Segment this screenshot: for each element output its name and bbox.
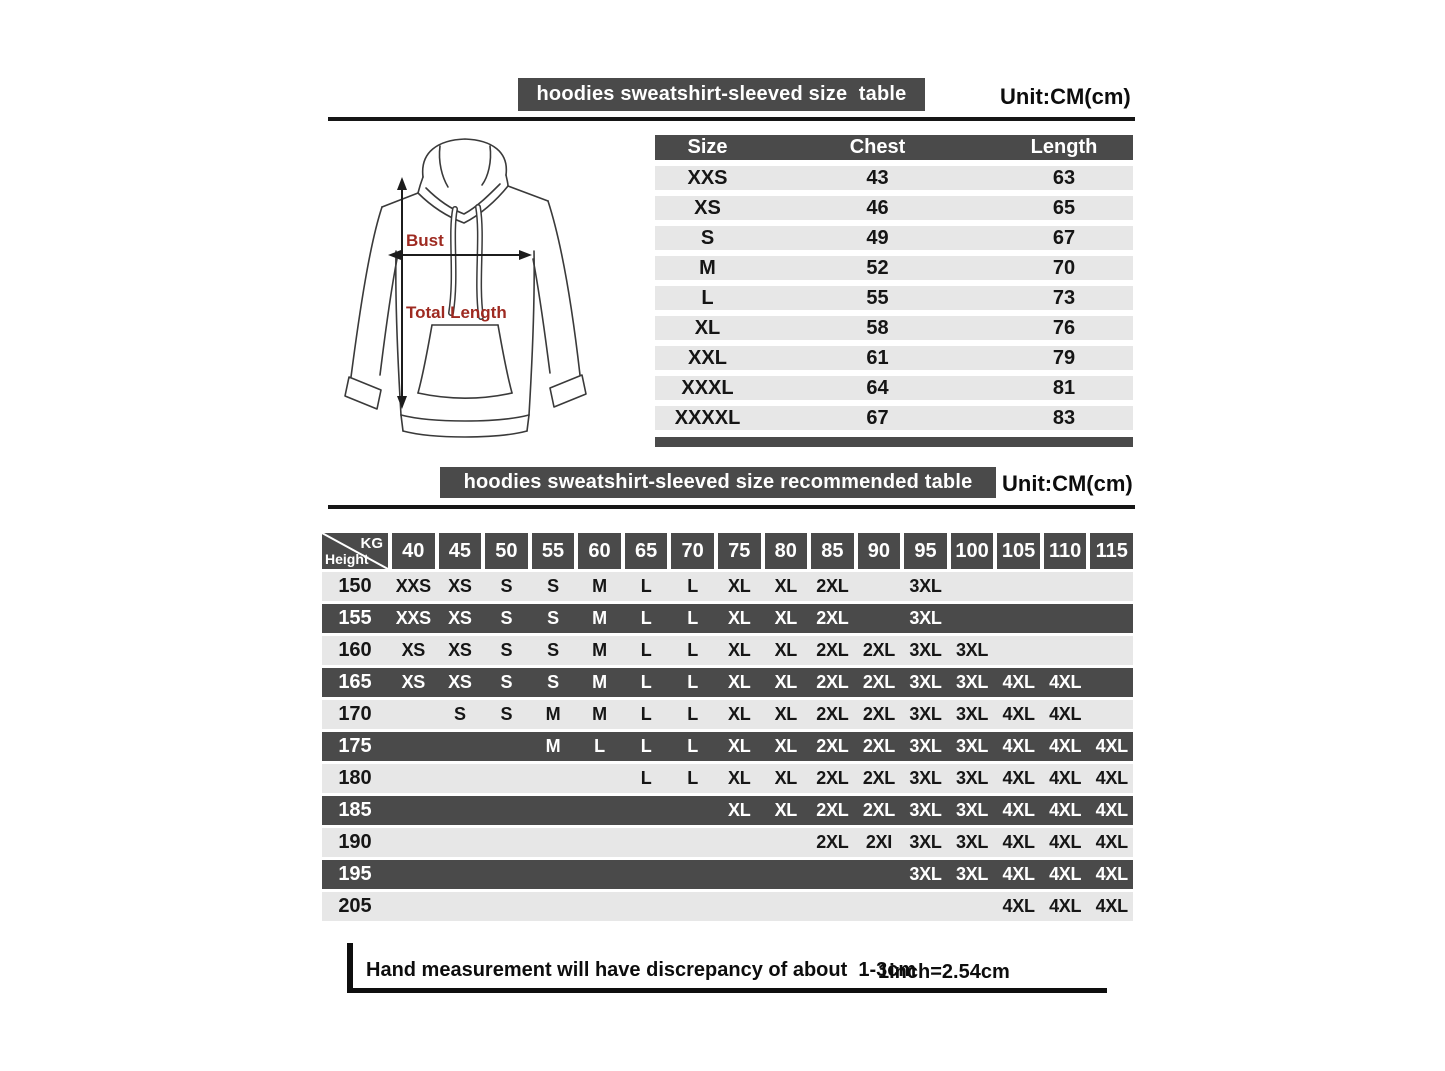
weight-header-cell: 80 — [765, 533, 808, 569]
size-recommendation-cell: 4XL — [1049, 768, 1082, 788]
size-recommendation-cell: 3XL — [955, 864, 989, 884]
height-cell: 160 — [338, 639, 372, 661]
size-recommendation-cell — [532, 796, 575, 825]
size-recommendation-cell: 2XL — [862, 736, 895, 756]
size-recommendation-cell — [1044, 604, 1087, 633]
size-recommendation-cell — [904, 892, 947, 921]
matrix-row — [322, 732, 1133, 761]
size-recommendation-cell: 3XL — [909, 608, 942, 628]
size-cell: XXXXL — [674, 407, 741, 429]
size-recommendation-cell: 4XL — [1095, 832, 1128, 852]
chest-column-header: Chest — [849, 136, 906, 158]
size-recommendation-cell: M — [592, 672, 607, 692]
weight-header-cell: 75 — [718, 533, 761, 569]
height-cell: 150 — [338, 575, 372, 597]
matrix-row — [322, 796, 1133, 825]
size-recommendation-cell — [439, 828, 482, 857]
size-recommendation-cell — [858, 892, 901, 921]
size-recommendation-cell: XS — [448, 672, 472, 692]
size-recommendation-cell: 2XL — [862, 768, 895, 788]
size-recommendation-cell: S — [453, 704, 466, 724]
size-table-row — [655, 166, 1133, 190]
recommended-table-title-bar — [440, 467, 996, 498]
size-recommendation-cell: L — [687, 608, 698, 628]
size-recommendation-cell: XL — [728, 800, 751, 820]
size-recommendation-cell — [1090, 668, 1133, 697]
size-recommendation-cell: S — [500, 640, 513, 660]
size-recommendation-cell — [765, 828, 808, 857]
size-recommendation-cell — [1090, 636, 1133, 665]
size-recommendation-cell — [485, 732, 528, 761]
chest-cell: 55 — [866, 287, 889, 309]
size-recommendation-cell: M — [592, 704, 607, 724]
weight-header-cell: 95 — [904, 533, 947, 569]
size-recommendation-cell: 4XL — [1049, 864, 1082, 884]
length-cell: 65 — [1052, 197, 1076, 219]
size-recommendation-cell: XL — [728, 672, 751, 692]
size-recommendation-cell: M — [592, 608, 607, 628]
size-cell: S — [700, 227, 715, 249]
size-recommendation-cell: 2XL — [862, 704, 895, 724]
size-recommendation-cell: 4XL — [1049, 800, 1082, 820]
matrix-row — [322, 668, 1133, 697]
size-recommendation-cell — [1090, 572, 1133, 601]
measurement-note: Hand measurement will have discrepancy of about 1-3cm — [366, 959, 917, 981]
size-recommendation-cell: 3XL — [909, 672, 942, 692]
size-recommendation-cell: S — [547, 576, 559, 596]
size-recommendation-cell: 3XL — [909, 800, 942, 820]
size-recommendation-cell: S — [500, 704, 513, 724]
size-recommendation-cell: XL — [728, 640, 751, 660]
size-recommendation-cell: 3XL — [955, 704, 989, 724]
length-cell: 63 — [1052, 167, 1076, 189]
matrix-row — [322, 828, 1133, 857]
size-recommendation-cell — [532, 860, 575, 889]
size-recommendation-cell — [671, 796, 714, 825]
size-recommendation-cell: XL — [728, 576, 751, 596]
size-recommendation-cell: L — [640, 704, 652, 724]
total-length-label: Total Length — [406, 303, 507, 322]
weight-header-cell: 40 — [392, 533, 435, 569]
size-recommendation-cell: 2XL — [816, 832, 849, 852]
chest-cell: 49 — [866, 227, 889, 249]
size-recommendation-cell: S — [500, 672, 513, 692]
chest-cell: 52 — [866, 257, 889, 279]
size-recommendation-cell: 3XL — [955, 800, 989, 820]
size-recommendation-cell — [532, 892, 575, 921]
size-recommendation-cell: 4XL — [1002, 896, 1035, 916]
size-recommendation-cell: 4XL — [1095, 768, 1128, 788]
size-recommendation-cell: M — [592, 576, 607, 596]
chest-cell: 58 — [866, 317, 889, 339]
size-recommendation-cell: S — [500, 608, 513, 628]
height-cell: 175 — [338, 735, 372, 757]
divider-line-middle — [328, 505, 1135, 509]
inch-conversion-note: 1inch=2.54cm — [878, 961, 1010, 983]
size-recommendation-cell — [578, 764, 621, 793]
size-recommendation-cell: 3XL — [955, 768, 989, 788]
size-recommendation-cell: 2XL — [816, 800, 849, 820]
size-recommendation-cell — [392, 700, 435, 729]
size-recommendation-cell: 2XL — [862, 672, 895, 692]
weight-header-cell: 70 — [671, 533, 714, 569]
size-recommendation-cell — [811, 860, 854, 889]
height-cell: 190 — [338, 831, 372, 853]
size-cell: L — [701, 287, 714, 309]
size-recommendation-cell — [997, 572, 1040, 601]
length-cell: 70 — [1052, 257, 1076, 279]
size-table-row — [655, 376, 1133, 400]
size-table-title: hoodies sweatshirt-sleeved size table — [536, 83, 907, 105]
size-recommendation-cell: XL — [774, 736, 797, 756]
size-recommendation-cell: L — [687, 704, 698, 724]
height-cell: 185 — [338, 799, 372, 821]
size-recommendation-cell: 4XL — [1002, 736, 1035, 756]
recommended-table-unit-label: Unit:CM(cm) — [1002, 471, 1133, 496]
size-recommendation-cell: 4XL — [1002, 832, 1035, 852]
size-recommendation-cell: 4XL — [1002, 704, 1035, 724]
size-recommendation-cell — [485, 892, 528, 921]
size-recommendation-cell — [439, 796, 482, 825]
chest-cell: 64 — [866, 377, 889, 399]
footer-bottom-line — [347, 988, 1107, 993]
matrix-row — [322, 604, 1133, 633]
size-recommendation-cell: XS — [401, 672, 425, 692]
size-recommendation-cell: XS — [448, 640, 472, 660]
size-recommendation-cell — [951, 892, 994, 921]
size-recommendation-cell: L — [640, 768, 652, 788]
size-column-header: Size — [687, 136, 728, 158]
size-recommendation-cell: 2XI — [865, 832, 892, 852]
size-table-row — [655, 346, 1133, 370]
size-recommendation-cell — [1090, 700, 1133, 729]
size-recommendation-cell: L — [640, 736, 652, 756]
matrix-row — [322, 700, 1133, 729]
size-recommendation-cell: 4XL — [1002, 768, 1035, 788]
size-recommendation-cell — [625, 860, 668, 889]
size-recommendation-cell: 4XL — [1002, 800, 1035, 820]
size-table-row — [655, 226, 1133, 250]
size-recommendation-cell: XL — [774, 768, 797, 788]
matrix-row — [322, 636, 1133, 665]
size-recommendation-cell — [1044, 636, 1087, 665]
size-recommendation-cell — [392, 732, 435, 761]
hoodie-diagram — [330, 133, 602, 461]
size-recommendation-cell: XS — [401, 640, 425, 660]
size-cell: XXL — [688, 347, 727, 369]
size-recommendation-cell — [485, 828, 528, 857]
size-recommendation-cell — [718, 828, 761, 857]
size-recommendation-cell: 4XL — [1049, 736, 1082, 756]
size-cell: XS — [694, 197, 721, 219]
corner-kg-label: KG — [360, 535, 383, 552]
bust-label: Bust — [406, 231, 444, 250]
size-recommendation-cell — [532, 828, 575, 857]
size-table-header — [655, 135, 1133, 160]
size-recommendation-cell: S — [547, 608, 559, 628]
size-recommendation-cell: 4XL — [1049, 896, 1082, 916]
size-recommendation-cell: L — [687, 736, 698, 756]
matrix-corner-cell — [322, 533, 388, 569]
weight-header-cell: 60 — [578, 533, 621, 569]
size-recommendation-cell: 3XL — [955, 832, 989, 852]
matrix-row — [322, 892, 1133, 921]
size-recommendation-cell: 3XL — [955, 672, 989, 692]
size-table-body — [655, 166, 1133, 430]
recommended-table-title: hoodies sweatshirt-sleeved size recommended table — [463, 471, 973, 493]
height-cell: 170 — [338, 703, 372, 725]
length-cell: 83 — [1052, 407, 1076, 429]
length-cell: 67 — [1052, 227, 1076, 249]
size-recommendation-cell — [811, 892, 854, 921]
weight-header-cell: 45 — [439, 533, 482, 569]
size-recommendation-cell: XL — [774, 800, 797, 820]
size-recommendation-cell: 2XL — [816, 704, 849, 724]
size-recommendation-cell: 4XL — [1049, 704, 1082, 724]
weight-header-cell: 100 — [951, 533, 994, 569]
size-recommendation-cell — [578, 892, 621, 921]
divider-line-top — [328, 117, 1135, 121]
size-recommendation-cell: 2XL — [816, 672, 849, 692]
size-recommendation-cell — [671, 892, 714, 921]
size-recommendation-cell: XL — [774, 608, 797, 628]
size-table-row — [655, 406, 1133, 430]
size-recommendation-cell: L — [640, 640, 652, 660]
size-recommendation-cell: XL — [728, 768, 751, 788]
hoodie-illustration — [330, 133, 602, 461]
size-recommendation-cell: 4XL — [1049, 832, 1082, 852]
size-recommendation-cell: 3XL — [909, 768, 942, 788]
size-recommendation-cell: XL — [728, 608, 751, 628]
matrix-row — [322, 860, 1133, 889]
size-recommendation-cell: XL — [774, 576, 797, 596]
recommended-size-matrix — [322, 533, 1133, 921]
size-recommendation-cell — [671, 860, 714, 889]
size-recommendation-cell: 4XL — [1095, 736, 1128, 756]
size-recommendation-cell — [625, 828, 668, 857]
size-recommendation-cell — [1044, 572, 1087, 601]
size-recommendation-cell: XL — [774, 640, 797, 660]
size-recommendation-cell: XL — [728, 736, 751, 756]
size-recommendation-cell — [718, 860, 761, 889]
weight-header-cell: 50 — [485, 533, 528, 569]
size-recommendation-cell: S — [500, 576, 513, 596]
height-cell: 205 — [338, 895, 372, 917]
size-table-row — [655, 286, 1133, 310]
size-recommendation-cell — [485, 860, 528, 889]
size-recommendation-cell — [997, 604, 1040, 633]
size-recommendation-cell — [997, 636, 1040, 665]
size-recommendation-cell: XL — [728, 704, 751, 724]
size-recommendation-cell — [1090, 604, 1133, 633]
size-recommendation-cell: M — [545, 736, 561, 756]
size-recommendation-cell: S — [547, 672, 559, 692]
weight-header-cell: 90 — [858, 533, 901, 569]
size-recommendation-cell — [858, 860, 901, 889]
size-recommendation-cell: 4XL — [1002, 672, 1035, 692]
chest-cell: 46 — [866, 197, 889, 219]
size-cell: XXS — [687, 167, 728, 189]
size-recommendation-cell: L — [687, 640, 698, 660]
size-table-title-bar — [518, 78, 925, 111]
size-recommendation-cell — [392, 860, 435, 889]
height-cell: 155 — [338, 607, 372, 629]
corner-height-label: Height — [325, 551, 369, 567]
weight-header-cell: 115 — [1090, 533, 1133, 569]
matrix-row — [322, 572, 1133, 601]
length-cell: 73 — [1052, 287, 1076, 309]
size-recommendation-cell — [485, 764, 528, 793]
size-recommendation-cell — [392, 828, 435, 857]
size-recommendation-cell — [858, 572, 901, 601]
weight-header-cell: 55 — [532, 533, 575, 569]
size-recommendation-cell — [439, 892, 482, 921]
size-table-row — [655, 256, 1133, 280]
height-cell: 195 — [338, 863, 372, 885]
size-recommendation-cell — [718, 892, 761, 921]
size-recommendation-cell — [625, 892, 668, 921]
size-recommendation-cell: L — [640, 672, 652, 692]
size-recommendation-cell: 3XL — [909, 736, 942, 756]
size-recommendation-cell: 3XL — [909, 576, 942, 596]
chest-cell: 67 — [866, 407, 889, 429]
size-recommendation-cell: 2XL — [816, 768, 849, 788]
size-recommendation-cell — [578, 860, 621, 889]
size-recommendation-cell — [858, 604, 901, 633]
size-recommendation-cell: 3XL — [909, 832, 942, 852]
chest-cell: 61 — [866, 347, 889, 369]
size-recommendation-cell — [765, 860, 808, 889]
weight-header-cell: 65 — [625, 533, 668, 569]
footer-left-bar — [347, 943, 353, 993]
size-recommendation-cell: 3XL — [909, 864, 942, 884]
size-recommendation-cell: L — [640, 576, 652, 596]
size-table-unit-label: Unit:CM(cm) — [1000, 84, 1131, 109]
size-cell: XL — [694, 317, 721, 339]
size-recommendation-cell: 3XL — [909, 704, 942, 724]
size-recommendation-cell: 3XL — [909, 640, 942, 660]
height-cell: 165 — [338, 671, 372, 693]
size-recommendation-cell: 3XL — [955, 640, 989, 660]
matrix-row — [322, 764, 1133, 793]
size-recommendation-cell — [392, 764, 435, 793]
size-recommendation-cell: L — [687, 768, 698, 788]
size-table-bottom-bar — [655, 437, 1133, 447]
size-recommendation-cell: 4XL — [1095, 864, 1128, 884]
size-table-row — [655, 196, 1133, 220]
size-recommendation-cell: 4XL — [1049, 672, 1082, 692]
size-recommendation-cell: M — [545, 704, 561, 724]
size-recommendation-cell: L — [687, 672, 698, 692]
size-recommendation-cell: 4XL — [1095, 800, 1128, 820]
size-recommendation-cell — [392, 796, 435, 825]
matrix-body — [322, 572, 1133, 921]
size-recommendation-cell — [578, 828, 621, 857]
weight-header-cell: 105 — [997, 533, 1040, 569]
size-recommendation-cell — [951, 604, 994, 633]
size-recommendation-cell: L — [640, 608, 652, 628]
size-recommendation-cell: L — [594, 736, 605, 756]
weight-header-cell: 110 — [1044, 533, 1087, 569]
size-recommendation-cell: 2XL — [862, 640, 895, 660]
length-column-header: Length — [1030, 136, 1098, 158]
size-table — [655, 135, 1133, 447]
size-recommendation-cell — [765, 892, 808, 921]
size-recommendation-cell: 2XL — [816, 640, 849, 660]
size-recommendation-cell — [671, 828, 714, 857]
size-recommendation-cell: 2XL — [816, 608, 849, 628]
size-recommendation-cell — [392, 892, 435, 921]
size-recommendation-cell: 3XL — [955, 736, 989, 756]
size-recommendation-cell: XL — [774, 704, 797, 724]
size-recommendation-cell — [439, 860, 482, 889]
size-recommendation-cell — [578, 796, 621, 825]
size-recommendation-cell: XS — [448, 576, 472, 596]
size-recommendation-cell: 2XL — [862, 800, 895, 820]
length-cell: 81 — [1052, 377, 1076, 399]
size-recommendation-cell: 4XL — [1095, 896, 1128, 916]
size-recommendation-cell: M — [592, 640, 607, 660]
size-recommendation-cell: S — [547, 640, 559, 660]
length-cell: 76 — [1052, 317, 1076, 339]
size-recommendation-cell: 4XL — [1002, 864, 1035, 884]
size-recommendation-cell: XL — [774, 672, 797, 692]
size-cell: M — [699, 257, 716, 279]
size-recommendation-cell: L — [687, 576, 698, 596]
size-recommendation-cell: XS — [448, 608, 472, 628]
chest-cell: 43 — [866, 167, 889, 189]
size-recommendation-cell: XXS — [395, 576, 431, 596]
size-recommendation-cell — [532, 764, 575, 793]
length-cell: 79 — [1052, 347, 1076, 369]
size-recommendation-cell: XXS — [395, 608, 431, 628]
size-recommendation-cell: 2XL — [816, 576, 849, 596]
size-recommendation-cell — [439, 764, 482, 793]
weight-header-cell: 85 — [811, 533, 854, 569]
size-recommendation-cell — [439, 732, 482, 761]
size-recommendation-cell — [625, 796, 668, 825]
matrix-header-row — [322, 533, 1133, 569]
size-recommendation-cell — [951, 572, 994, 601]
size-recommendation-cell — [485, 796, 528, 825]
size-cell: XXXL — [681, 377, 734, 399]
height-cell: 180 — [338, 767, 372, 789]
size-recommendation-cell: 2XL — [816, 736, 849, 756]
size-table-row — [655, 316, 1133, 340]
